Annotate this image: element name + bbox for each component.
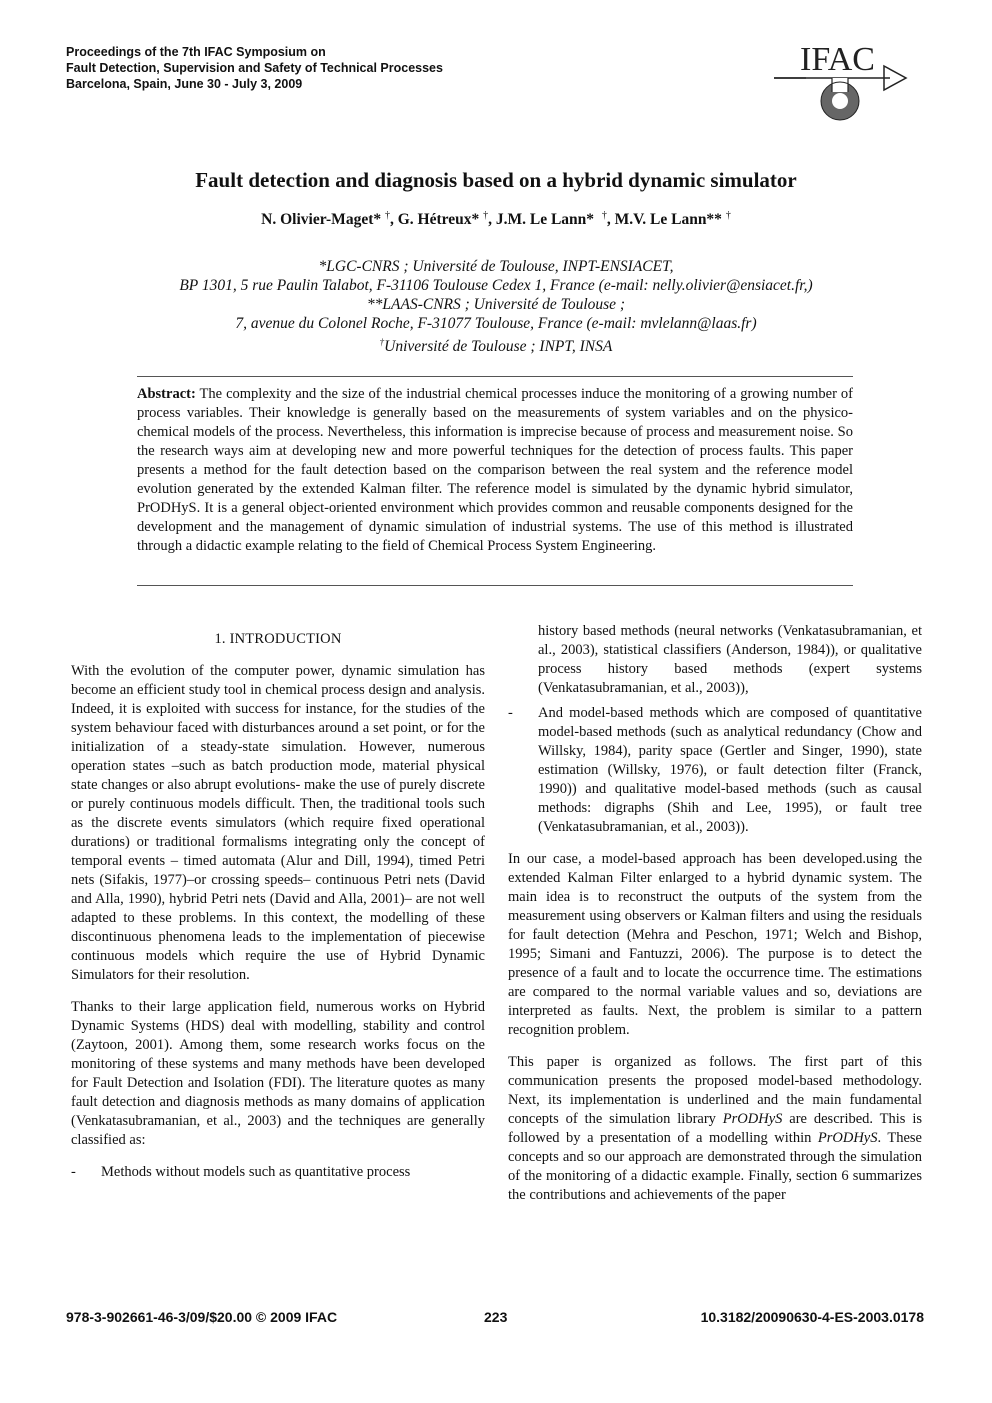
right-column [508, 622, 922, 1218]
abstract [137, 385, 853, 556]
software-name: PrODHyS [817, 1130, 878, 1146]
author-name: N. Olivier-Maget* [261, 211, 382, 229]
abstract-label: Abstract: [137, 386, 196, 402]
bullet-marker: - [508, 705, 513, 721]
paragraph-text: . These concepts and so our approach are demonstrated through the simulation of the monitoring of a didactic example. Finally, section 6 summarizes the contributions and achievements of the paper [508, 1130, 922, 1203]
proceedings-line: Barcelona, Spain, June 30 - July 3, 2009 [66, 77, 303, 91]
paper-title: Fault detection and diagnosis based on a hybrid dynamic simulator [195, 168, 797, 192]
page-number: 223 [484, 1309, 508, 1325]
affiliation-line: BP 1301, 5 rue Paulin Talabot, F-31106 Toulouse Cedex 1, France (e-mail: nelly.olivier@ensiacet.fr,) [179, 277, 813, 294]
list-item [508, 704, 922, 837]
affiliations [0, 257, 992, 356]
ifac-logo [772, 40, 908, 126]
author-mark: † [725, 210, 731, 221]
affiliation-text: Université de Toulouse ; INPT, INSA [384, 338, 613, 356]
list-item-text: And model-based methods which are composed of quantitative model-based methods (such as analytical redundancy (Chow and Willsky, 1984), parity space (Gertler and Singer, 1990), state estimation (Willsky, 1976), or fault detection filter (Franck, 1990)) and qualitative model-based methods (such as causal methods: digraphs (Shih and Lee, 1995), or fault tree (Venkatasubramanian, et al., 2003)). [538, 705, 922, 835]
software-name: PrODHyS [722, 1111, 783, 1127]
left-column [71, 630, 485, 1188]
ifac-logo-text: IFAC [800, 41, 875, 78]
author-mark: † [384, 210, 390, 221]
affiliation-line: 7, avenue du Colonel Roche, F-31077 Toulouse, France (e-mail: mvlelann@laas.fr) [235, 315, 757, 332]
paragraph: In our case, a model-based approach has been developed.using the extended Kalman Filter enlarged to a hybrid dynamic system. The main idea is to reconstruct the outputs of the system from the measurement using observers or Kalman filters and using the residuals for fault detection (Mehra and Peschon, 1971; Welch and Bishop, 1995; Simani and Fantuzzi, 2006). The purpose is to detect the presence of a fault and to locate the occurrence time. The estimations are compared to the normal variable values and so, deviations are interpreted as faults. Next, the problem is similar to a pattern recognition problem. [508, 851, 922, 1038]
footer-isbn: 978-3-902661-46-3/09/$20.00 © 2009 IFAC [66, 1309, 338, 1325]
paragraph-text: This paper is organized as follows. The first part of this communication presents the proposed model-based methodology. Next, its implementation is underlined and the main fundamental concepts of the simulation library [508, 1054, 922, 1127]
author-mark: † [601, 210, 607, 221]
affiliation-mark: † [379, 337, 385, 347]
abstract-top-rule [137, 376, 853, 377]
abstract-text: The complexity and the size of the industrial chemical processes induce the monitoring of a growing number of process variables. Their knowledge is generally based on the measurements of system variables and on the physico-chemical models of the process. Nevertheless, this information is imprecise because of process and measurement noise. So the research ways aim at developing new and more powerful techniques for the detection of process faults. This paper presents a method for the fault detection based on the comparison between the real system and the reference model evolution generated by the extended Kalman filter. The reference model is simulated by the dynamic hybrid simulator, PrODHyS. It is a general object-oriented environment which provides common and reusable components designed for the development and the management of dynamic simulation of industrial systems. The use of this method is illustrated through a didactic example relating to the field of Chemical Process System Engineering. [137, 386, 853, 554]
paragraph: Thanks to their large application field, numerous works on Hybrid Dynamic Systems (HDS) deal with modelling, stability and control (Zaytoon, 2001). Among them, some research works focus on the monitoring of these systems and many methods have been developed for Fault Detection and Isolation (FDI). The literature quotes as many fault detection and diagnosis methods as many domains of application (Venkatasubramanian, et al., 2003) and the techniques are generally classified as: [71, 999, 485, 1148]
author-name: G. Hétreux* [397, 211, 480, 229]
list-item [71, 1163, 485, 1182]
proceedings-line: Proceedings of the 7th IFAC Symposium on [66, 45, 326, 59]
paragraph-text: are described. This is followed by a presentation of a modelling within [508, 1111, 922, 1146]
list-item-continuation: history based methods (neural networks (Venkatasubramanian, et al., 2003), statistical classifiers (Anderson, 1984)), or qualitative process history based methods (expert systems (Venkatasubramanian, et al., 2003)), [538, 623, 922, 696]
affiliation-line [0, 333, 992, 356]
paragraph: With the evolution of the computer power, dynamic simulation has become an efficient study tool in chemical process design and analysis. Indeed, it is exploited with success for instance, for the studies of the system behaviour faced with disturbances around a set point, or for the initialization of a steady-state simulation. However, numerous operation states –such as batch production mode, material physical state changes or also abrupt evolutions- make the use of purely discrete or purely continuous models difficult. Then, the traditional tools such as the discrete events simulators (which require fixed operational durations) or traditional formalisms integrating only the concept of temporal events – timed automata (Alur and Dill, 1994), timed Petri nets (Sifakis, 1977)–or crossing speeds– continuous Petri nets (David and Alla, 1990), hybrid Petri nets (David and Alla, 2001)– are not well adapted to these problems. In this context, the modelling of these discontinuous phenomena leads to the implementation of piecewise continuous models which require the use of Hybrid Dynamic Simulators for their resolution. [71, 663, 485, 983]
affiliation-line: **LAAS-CNRS ; Université de Toulouse ; [366, 296, 626, 313]
affiliation-line: *LGC-CNRS ; Université de Toulouse, INPT-ENSIACET, [318, 258, 674, 275]
paragraph [508, 1053, 922, 1205]
proceedings-header [66, 44, 443, 92]
author-mark: † [483, 210, 489, 221]
author-list: N. Olivier-Maget* †, G. Hétreux* †, J.M. Le Lann* †, M.V. Le Lann** † [261, 210, 731, 229]
footer-doi: 10.3182/20090630-4-ES-2003.0178 [700, 1309, 924, 1325]
section-heading: 1. INTRODUCTION [214, 631, 342, 647]
bullet-marker: - [71, 1164, 76, 1180]
author-name: M.V. Le Lann** [614, 211, 722, 229]
list-item-text: Methods without models such as quantitative process [101, 1164, 411, 1180]
author-name: J.M. Le Lann* [495, 211, 595, 229]
proceedings-line: Fault Detection, Supervision and Safety of Technical Processes [66, 61, 443, 75]
abstract-bottom-rule [137, 585, 853, 586]
